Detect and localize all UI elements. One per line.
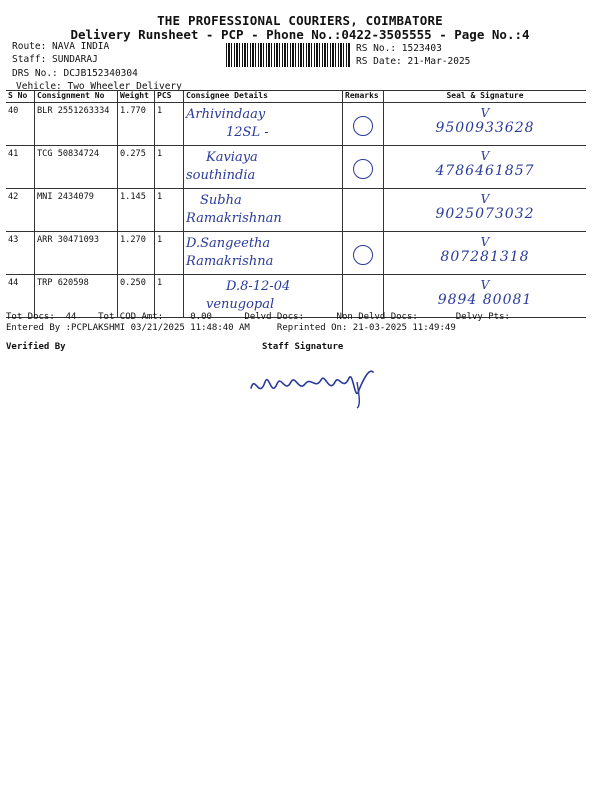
consignee-name: Subha [200,193,242,208]
rs-number: RS No.: 1523403 [356,43,442,54]
col-weight: Weight [118,91,155,103]
col-sno: S No [6,91,35,103]
consignee-name: D.Sangeetha [186,236,271,251]
signature-scribble: V [480,192,490,206]
cell-seal [384,103,587,146]
consignee-name: Kaviaya [206,150,258,165]
cell-consignment: BLR 2551263334 [35,103,118,146]
cell-weight: 1.770 [118,103,155,146]
cell-consignment: TRP 620598 [35,275,118,318]
cell-sno: 44 [6,275,35,318]
staff-signature-label: Staff Signature [262,342,344,352]
vehicle-label: Vehicle: Two Wheeler Delivery [16,80,182,92]
remarks-mark-icon [353,159,373,179]
cell-remarks [343,189,384,232]
remarks-mark-icon [353,116,373,136]
totals-line: Tot Docs: 44 Tot COD Amt: 0.00 Delvd Docs: Non Delvd Docs: Delvy Pts: [6,312,510,322]
col-consignment: Consignment No [35,91,118,103]
cell-seal [384,232,587,275]
cell-sno: 43 [6,232,35,275]
phone-number: 9894 80081 [437,292,533,308]
phone-number: 9500933628 [435,120,535,136]
consignee-name: D.8-12-04 [226,279,291,294]
route-label: Route: NAVA INDIA [12,41,110,52]
cell-consignee [184,232,343,275]
entered-line: Entered By :PCPLAKSHMI 03/21/2025 11:48:40 AM Reprinted On: 21-03-2025 11:49:49 [6,323,456,333]
barcode-image [226,43,350,67]
cell-seal [384,189,587,232]
staff-signature-image [245,360,385,410]
col-remarks: Remarks [343,91,384,103]
table-row [6,146,586,189]
cell-remarks [343,146,384,189]
table-row [6,232,586,275]
consignee-name: Arhivindaay [186,107,266,122]
consignee-address: southindia [186,168,256,183]
meta-left [12,41,182,93]
cell-pcs: 1 [155,146,184,189]
runsheet-table [6,90,586,318]
cell-weight: 1.270 [118,232,155,275]
drs-label: DRS No.: DCJB152340304 [12,68,138,79]
cell-weight: 0.250 [118,275,155,318]
runsheet-title: Delivery Runsheet - PCP - Phone No.:0422-3505555 - Page No.:4 [70,27,530,42]
cell-consignee [184,146,343,189]
cell-sno: 40 [6,103,35,146]
phone-number: 4786461857 [435,163,535,179]
signature-scribble: V [480,149,490,163]
cell-weight: 1.145 [118,189,155,232]
table-row [6,189,586,232]
cell-pcs: 1 [155,232,184,275]
staff-label: Staff: SUNDARAJ [12,53,98,65]
verified-by-label: Verified By [6,342,66,352]
cell-weight: 0.275 [118,146,155,189]
rs-date: RS Date: 21-Mar-2025 [356,55,471,67]
cell-sno: 41 [6,146,35,189]
signature-scribble: V [480,278,490,292]
company-name: THE PROFESSIONAL COURIERS, COIMBATORE [157,13,443,28]
cell-consignee [184,103,343,146]
cell-pcs: 1 [155,189,184,232]
phone-number: 9025073032 [435,206,535,222]
consignee-address: 12SL - [226,125,269,140]
col-pcs: PCS [155,91,184,103]
cell-remarks [343,232,384,275]
phone-number: 807281318 [440,249,530,265]
signature-scribble: V [480,235,490,249]
cell-consignment: TCG 50834724 [35,146,118,189]
col-consignee: Consignee Details [184,91,343,103]
cell-pcs: 1 [155,103,184,146]
consignee-address: venugopal [206,297,275,312]
table-header-row [6,91,586,103]
cell-consignment: MNI 2434079 [35,189,118,232]
table-row [6,103,586,146]
consignee-address: Ramakrishna [186,254,274,269]
consignee-address: Ramakrishnan [186,211,282,226]
meta-right [356,43,470,68]
col-seal: Seal & Signature [384,91,587,103]
remarks-mark-icon [353,245,373,265]
cell-pcs: 1 [155,275,184,318]
cell-sno: 42 [6,189,35,232]
cell-remarks [343,103,384,146]
cell-seal [384,146,587,189]
cell-consignment: ARR 30471093 [35,232,118,275]
cell-consignee [184,189,343,232]
signature-scribble: V [480,106,490,120]
